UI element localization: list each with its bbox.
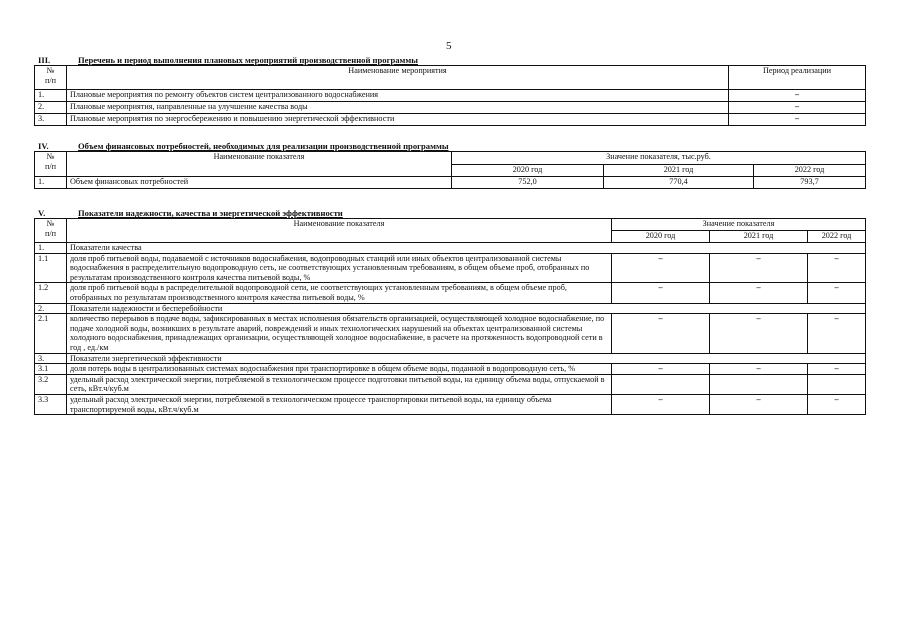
- row-value: –: [710, 283, 808, 303]
- table-row: [35, 374, 866, 394]
- table-header-row: [35, 152, 866, 165]
- table-row: [35, 283, 866, 303]
- section-3-heading: [38, 55, 418, 65]
- row-number: 1.: [35, 90, 67, 102]
- table-row: [35, 394, 866, 414]
- row-name: Объем финансовых потребностей: [67, 177, 452, 189]
- row-period: –: [729, 114, 866, 126]
- row-value: [710, 374, 808, 394]
- row-number: 1.: [35, 243, 67, 254]
- header-year: 2022 год: [754, 165, 866, 177]
- row-number: 3.1: [35, 364, 67, 375]
- table-row: [35, 102, 866, 114]
- row-value: –: [710, 364, 808, 375]
- row-value: [612, 374, 710, 394]
- row-value: 793,7: [754, 177, 866, 189]
- row-name: Показатели энергетической эффективности: [67, 353, 866, 364]
- row-name: доля потерь воды в централизованных системах водоснабжения при транспортировке в общем объеме воды, поданной в водопроводную сеть, %: [67, 364, 612, 375]
- table-row: [35, 177, 866, 189]
- row-value: –: [710, 314, 808, 353]
- table-header-row: [35, 66, 866, 90]
- table-row: [35, 114, 866, 126]
- row-name: Плановые мероприятия по ремонту объектов систем централизованного водоснабжения: [67, 90, 729, 102]
- section-3-title: Перечень и период выполнения плановых мероприятий производственной программы: [78, 55, 418, 65]
- header-year: 2020 год: [612, 231, 710, 243]
- row-period: –: [729, 90, 866, 102]
- row-value: –: [612, 364, 710, 375]
- row-number: 1.2: [35, 283, 67, 303]
- row-value: –: [710, 394, 808, 414]
- row-number: 2.: [35, 303, 67, 314]
- header-name: Наименование показателя: [67, 219, 612, 243]
- header-year: 2020 год: [452, 165, 604, 177]
- section-4-title: Объем финансовых потребностей, необходимых для реализации производственной программы: [78, 141, 449, 151]
- row-value: 770,4: [604, 177, 754, 189]
- header-value: Значение показателя, тыс.руб.: [452, 152, 866, 165]
- row-value: –: [808, 364, 866, 375]
- row-number: 3.3: [35, 394, 67, 414]
- table-row: [35, 253, 866, 283]
- row-name: Плановые мероприятия по энергосбережению и повышению энергетической эффективности: [67, 114, 729, 126]
- page-number: 5: [446, 40, 452, 52]
- row-value: –: [612, 394, 710, 414]
- row-value: –: [808, 394, 866, 414]
- row-value: 752,0: [452, 177, 604, 189]
- row-value: –: [710, 253, 808, 283]
- table-row: [35, 90, 866, 102]
- row-number: 2.: [35, 102, 67, 114]
- row-value: [808, 374, 866, 394]
- section-4-heading: [38, 141, 449, 151]
- row-number: 3.2: [35, 374, 67, 394]
- header-period: Период реализации: [729, 66, 866, 90]
- table-row: [35, 364, 866, 375]
- row-value: –: [808, 314, 866, 353]
- row-value: –: [612, 283, 710, 303]
- row-number: 3.: [35, 353, 67, 364]
- row-value: –: [612, 314, 710, 353]
- section-5-heading: [38, 208, 343, 218]
- group-row: [35, 353, 866, 364]
- header-name: Наименование мероприятия: [67, 66, 729, 90]
- section-3-table: [34, 65, 866, 126]
- group-row: [35, 243, 866, 254]
- row-name: количество перерывов в подаче воды, зафиксированных в местах исполнения обязательств организацией, осуществляющей холодное водоснабжение, по подаче холодной воды, возникших в результате аварий, повреждений и иных технологических нарушений на объектах централизованной системы холодного водоснабжения, принадлежащих организации, осуществляющей холодное водоснабжение, в расчете на протяженность водопроводной сети в год , ед./км: [67, 314, 612, 353]
- row-number: 3.: [35, 114, 67, 126]
- row-number: 2.1: [35, 314, 67, 353]
- header-number: № п/п: [35, 66, 67, 90]
- section-3-number: III.: [38, 55, 51, 65]
- table-header-row: [35, 219, 866, 231]
- section-5-number: V.: [38, 208, 46, 218]
- row-name: доля проб питьевой воды, подаваемой с источников водоснабжения, водопроводных станций или иных объектов централизованной системы водоснабжения в распределительную водопроводную сеть, не соответствующих установленным требованиям, в общем объеме проб, отобранных по результатам производственного контроля качества питьевой воды, %: [67, 253, 612, 283]
- header-year: 2021 год: [604, 165, 754, 177]
- group-row: [35, 303, 866, 314]
- header-year: 2021 год: [710, 231, 808, 243]
- row-name: Плановые мероприятия, направленные на улучшение качества воды: [67, 102, 729, 114]
- section-4-table: [34, 151, 866, 189]
- row-value: –: [808, 283, 866, 303]
- row-name: удельный расход электрической энергии, потребляемой в технологическом процессе подготовки питьевой воды, на единицу объема воды, отпускаемой в сеть, кВт.ч/куб.м: [67, 374, 612, 394]
- section-5-table: [34, 218, 866, 415]
- row-value: –: [808, 253, 866, 283]
- header-number: № п/п: [35, 152, 67, 177]
- row-number: 1.1: [35, 253, 67, 283]
- row-name: Показатели надежности и бесперебойности: [67, 303, 866, 314]
- table-row: [35, 314, 866, 353]
- header-name: Наименование показателя: [67, 152, 452, 177]
- row-name: доля проб питьевой воды в распределительной водопроводной сети, не соответствующих установленным требованиям, в общем объеме проб, отобранных по результатам производственного контроля качества питьевой воды, %: [67, 283, 612, 303]
- row-number: 1.: [35, 177, 67, 189]
- section-5-title: Показатели надежности, качества и энергетической эффективности: [78, 208, 343, 218]
- header-number: № п/п: [35, 219, 67, 243]
- row-period: –: [729, 102, 866, 114]
- section-4-number: IV.: [38, 141, 49, 151]
- header-year: 2022 год: [808, 231, 866, 243]
- row-value: –: [612, 253, 710, 283]
- row-name: Показатели качества: [67, 243, 866, 254]
- header-value: Значение показателя: [612, 219, 866, 231]
- row-name: удельный расход электрической энергии, потребляемой в технологическом процессе транспортировки питьевой воды, на единицу объема транспортируемой воды, кВт.ч/куб.м: [67, 394, 612, 414]
